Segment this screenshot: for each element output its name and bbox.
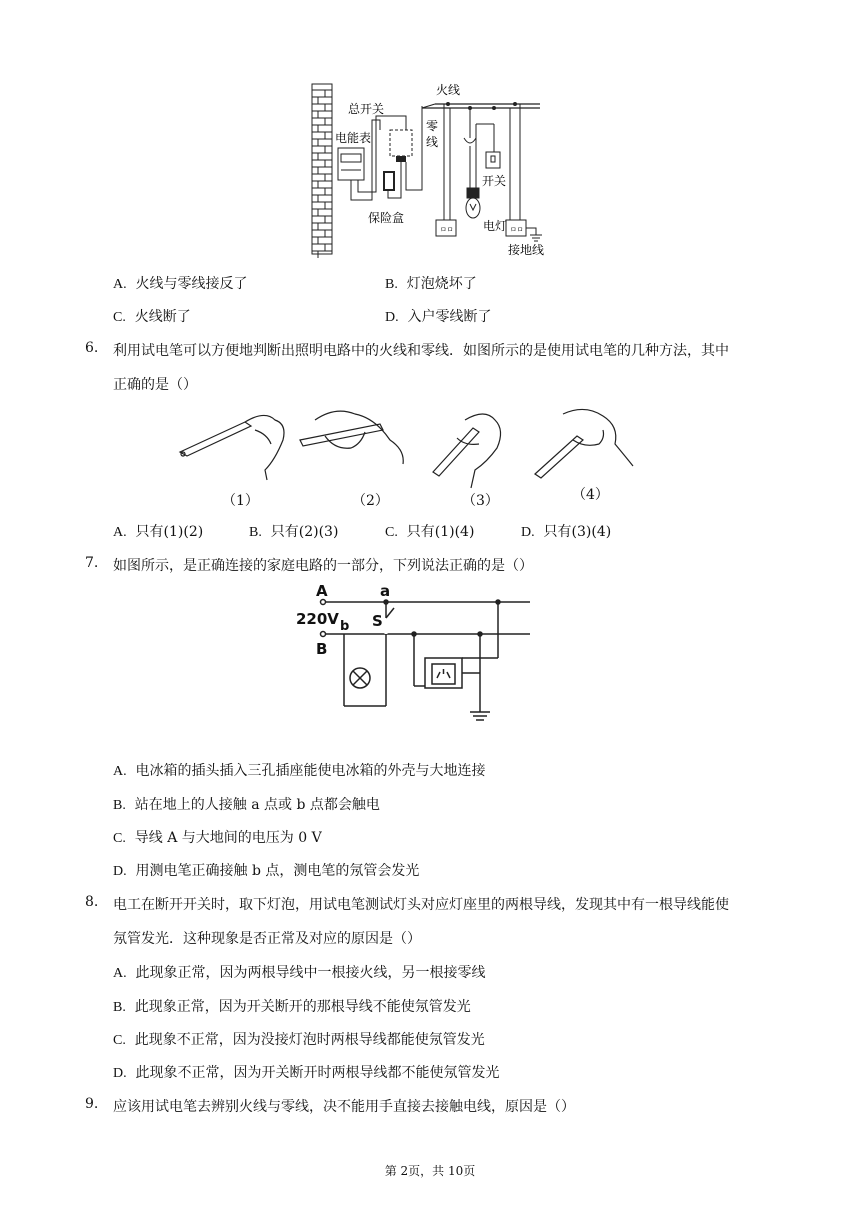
q7-option-c: C. 导线 A 与大地间的电压为 0 V <box>113 830 322 846</box>
q8-option-b: B. 此现象正常，因为开关断开的那根导线不能使氖管发光 <box>113 999 471 1015</box>
q6-stem-line2: 正确的是（） <box>113 377 197 393</box>
label-fire-wire: 火线 <box>436 83 461 97</box>
label-a: a <box>380 582 391 600</box>
household-circuit-figure <box>290 578 540 728</box>
label-S: S <box>372 612 383 630</box>
q6-stem-line1: 利用试电笔可以方便地判断出照明电路中的火线和零线．如图所示的是使用试电笔的几种方法，其中 <box>113 343 729 359</box>
q8-option-a: A. 此现象正常，因为两根导线中一根接火线，另一根接零线 <box>113 965 486 981</box>
q6-option-a: A. 只有(1)(2) <box>113 524 204 540</box>
q8-option-d: D. 此现象不正常，因为开关断开时两根导线都不能使氖管发光 <box>113 1065 500 1081</box>
q7-number: 7. <box>85 555 99 571</box>
label-lamp: 电灯 <box>483 219 508 233</box>
q6-option-c: C. 只有(1)(4) <box>385 524 475 540</box>
q7-option-b: B. 站在地上的人接触 a 点或 b 点都会触电 <box>113 797 380 813</box>
label-ground: 接地线 <box>508 243 545 257</box>
label-B: B <box>316 640 328 658</box>
q5-option-b: B. 灯泡烧坏了 <box>385 276 477 292</box>
q7-option-d: D. 用测电笔正确接触 b 点，测电笔的氖管会发光 <box>113 863 420 879</box>
q8-stem-line2: 氖管发光．这种现象是否正常及对应的原因是（） <box>113 931 421 947</box>
label-switch: 开关 <box>482 174 507 188</box>
house-wiring-figure <box>310 80 560 260</box>
wall-switch-shape <box>486 152 500 168</box>
q9-stem: 应该用试电笔去辨别火线与零线，决不能用手直接去接触电线，原因是（） <box>113 1099 575 1115</box>
label-main-switch: 总开关 <box>348 102 385 116</box>
bulb-shape <box>466 188 480 218</box>
label-b: b <box>340 619 350 634</box>
q5-option-c: C. 火线断了 <box>113 309 191 325</box>
q6-fig-label-4: （4） <box>572 487 609 503</box>
label-zero-wire-1: 零 <box>426 119 439 133</box>
fuse-box-shape <box>384 172 394 190</box>
q7-stem: 如图所示，是正确连接的家庭电路的一部分，下列说法正确的是（） <box>113 558 533 574</box>
q7-option-a: A. 电冰箱的插头插入三孔插座能使电冰箱的外壳与大地连接 <box>113 763 486 779</box>
main-switch-box <box>390 130 412 156</box>
q9-number: 9. <box>85 1096 99 1112</box>
label-fuse-box: 保险盒 <box>368 211 405 225</box>
label-A: A <box>316 582 328 600</box>
q8-number: 8. <box>85 894 99 910</box>
svg-text:ㅁㅁ: ㅁㅁ <box>510 226 524 234</box>
page-footer: 第 2页，共 10页 <box>384 1164 476 1178</box>
svg-text:ㅁㅁ: ㅁㅁ <box>440 226 454 234</box>
label-220V: 220V <box>296 610 339 628</box>
q8-option-c: C. 此现象不正常，因为没接灯泡时两根导线都能使氖管发光 <box>113 1032 485 1048</box>
q6-option-d: D. 只有(3)(4) <box>521 524 612 540</box>
q6-number: 6. <box>85 340 99 356</box>
label-meter: 电能表 <box>335 131 372 145</box>
meter-box <box>338 148 364 180</box>
q5-option-a: A. 火线与零线接反了 <box>113 276 248 292</box>
q6-option-b: B. 只有(2)(3) <box>249 524 339 540</box>
brick-wall <box>312 84 332 258</box>
q6-fig-label-1: （1） <box>222 493 259 509</box>
q6-fig-label-3: （3） <box>462 493 499 509</box>
q6-fig-label-2: （2） <box>352 493 389 509</box>
q8-stem-line1: 电工在断开开关时，取下灯泡，用试电笔测试灯头对应灯座里的两根导线，发现其中有一根导线能使 <box>113 897 729 913</box>
q5-option-d: D. 入户零线断了 <box>385 309 492 325</box>
label-zero-wire-2: 线 <box>426 135 439 149</box>
